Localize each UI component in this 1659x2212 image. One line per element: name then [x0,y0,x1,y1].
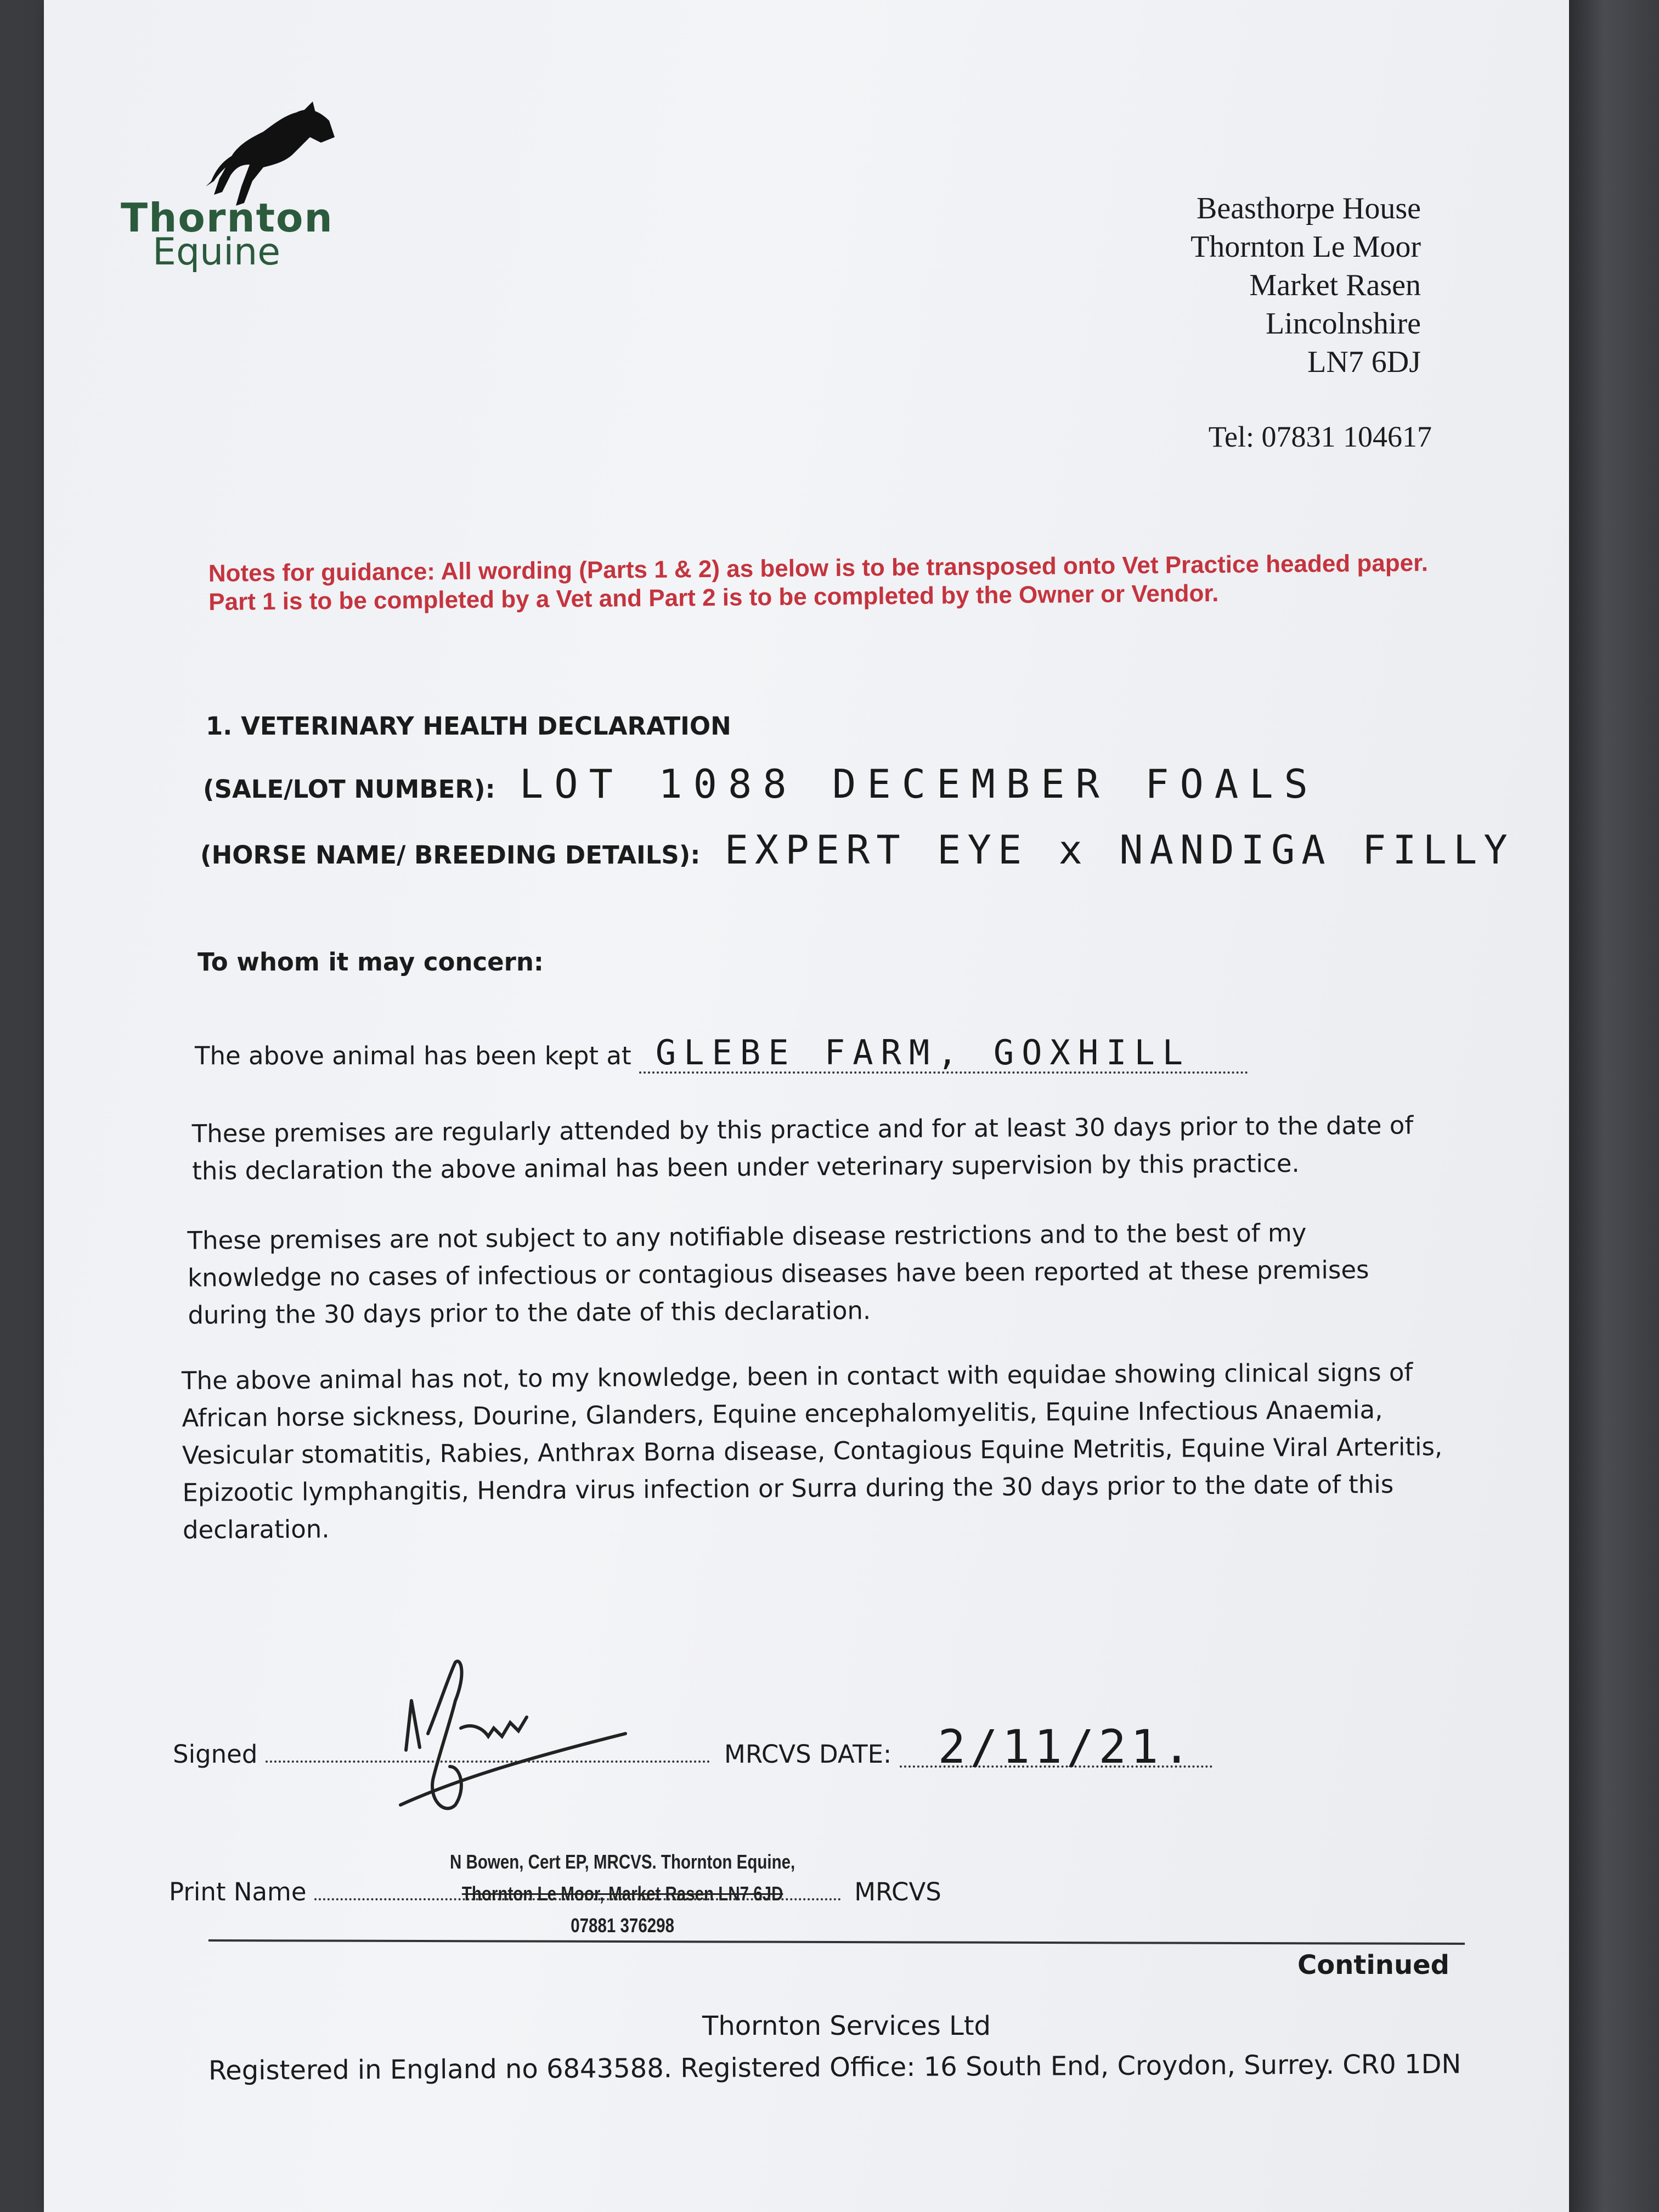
horse-details-value: EXPERT EYE x NANDIGA FILLY [724,827,1514,873]
horse-details-label: (HORSE NAME/ BREEDING DETAILS): [200,840,701,870]
stamp-line: N Bowen, Cert EP, MRCVS. Thornton Equine, [450,1850,795,1873]
continued-label: Continued [1297,1950,1450,1980]
footer-company: Thornton Services Ltd [702,2011,991,2041]
address-line: Thornton Le Moor [1190,230,1421,264]
paragraph-restrictions: These premises are not subject to any notifiable disease restrictions and to the best of my knowledge no cases of infectious or contagious diseases have been reported at these premises during the 30 days prior to the date of this declaration. [187,1218,1369,1330]
print-name-label: Print Name [169,1877,307,1906]
company-logo [121,99,351,285]
address-line: Market Rasen [1249,268,1421,302]
salutation: To whom it may concern: [198,947,544,977]
sale-lot-label: (SALE/LOT NUMBER): [203,775,495,804]
stamp-line: Thornton Le Moor, Market Rasen LN7 6JD [461,1882,783,1905]
kept-at-value: GLEBE FARM, GOXHILL [639,1034,1248,1074]
logo-text-thornton: Thornton [121,195,334,241]
footer-registration: Registered in England no 6843588. Registered Office: 16 South End, Croydon, Surrey. CR0 1DN [208,2049,1462,2086]
mrcvs-date-label: MRCVS DATE: [724,1740,892,1769]
sale-lot-value: LOT 1088 DECEMBER FOALS [519,761,1319,807]
mrcvs-label: MRCVS [854,1877,941,1906]
date-value: 2/11/21. [900,1728,1212,1768]
divider [208,1939,1465,1945]
kept-at-label: The above animal has been kept at [195,1041,631,1070]
paragraph-contact: The above animal has not, to my knowledge, been in contact with equidae showing clinical signs of African horse sickness, Dourine, Glanders, Equine encephalomyelitis, Equine Infectious Anaemia, Vesicular stomatitis, Rabies, Anthrax Borna disease, Contagious Equine Metritis, Equine Viral Arteritis, Epizootic lymphangitis, Hendra virus infection or Surra during the 30 days prior to the date of this declaration. [181,1357,1443,1545]
signed-label: Signed [173,1740,258,1769]
sale-lot-row [203,761,1319,808]
telephone: Tel: 07831 104617 [1208,420,1432,453]
stamp-line: 07881 376298 [571,1914,675,1937]
horse-details-row [200,827,1514,874]
address-line: Beasthorpe House [1196,191,1421,225]
section-heading: 1. VETERINARY HEALTH DECLARATION [206,712,731,741]
background-edge [1569,0,1659,2212]
signed-row [173,1720,1212,1774]
letterhead-address [1190,189,1421,381]
guidance-notes: Notes for guidance: All wording (Parts 1 & 2) as below is to be transposed onto Vet Practice headed paper. Part 1 is to be completed by a Vet and Part 2 is to be completed by the Owner or Vendor. [208,549,1429,616]
address-line: Lincolnshire [1265,307,1421,341]
paragraph-supervision: These premises are regularly attended by this practice and for at least 30 days prior to the date of this declaration the above animal has been under veterinary supervision by this practice. [191,1110,1414,1186]
address-line: LN7 6DJ [1307,345,1421,379]
document-page [44,0,1569,2212]
kept-at-row [195,1034,1248,1075]
logo-text-equine: Equine [153,230,281,274]
vet-stamp [450,1846,795,1942]
